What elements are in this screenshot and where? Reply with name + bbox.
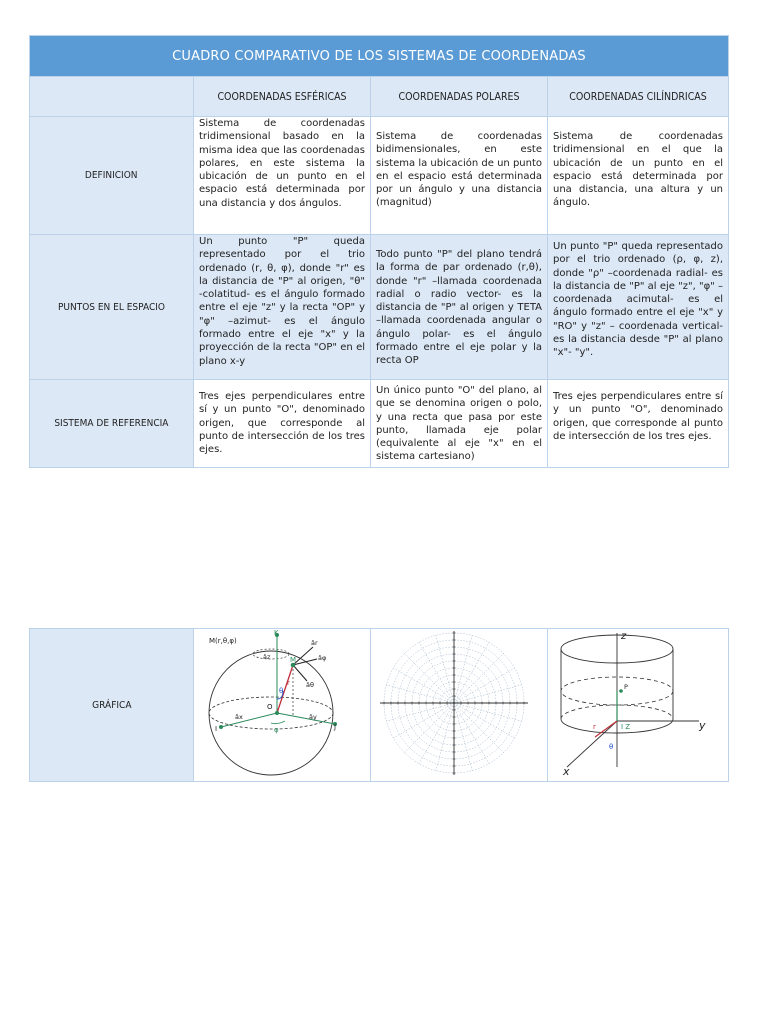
row-label-sistema: SISTEMA DE REFERENCIA (30, 380, 194, 468)
label-aphi: âφ (317, 654, 326, 662)
cell-sistema-polares: Un único punto "O" del plano, al que se denomina origen o polo, y una recta que pasa por este punto, llamada eje polar (equivalente al eje "x" en el sistema cartesiano) (371, 380, 548, 468)
polar-grid-spoke (454, 635, 472, 703)
label-i: I (214, 725, 217, 733)
polar-grid-spoke (419, 642, 454, 703)
spherical-coordinates-diagram (195, 629, 370, 777)
label-point-m: M(r,θ,φ) (208, 637, 237, 645)
label-ax: âx (234, 713, 243, 721)
table-row (30, 117, 729, 235)
label-theta: θ (278, 687, 283, 695)
cell-sistema-esfericas: Tres ejes perpendiculares entre sí y un punto "O", denominado origen, que corresponde al punto de intersección de los tres ejes. (194, 380, 371, 468)
header-esfericas: COORDENADAS ESFÉRICAS (194, 77, 371, 117)
cell-puntos-cilindricas: Un punto "P" queda representado por el trio ordenado (ρ, φ, z), donde "ρ" –coordenada radial- es la distancia de "P" al eje "z", "φ" –coordenada acimutal- es el ángulo formado entre el eje "x" y "RO" y "z" – coordenada vertical- es la distancia desde "P" al plano "x"- "y". (548, 235, 729, 380)
grafica-table (29, 628, 729, 782)
cell-sistema-cilindricas: Tres ejes perpendiculares entre sí y un punto "O", denominado origen, que corresponde al punto de intersección de los tres ejes. (548, 380, 729, 468)
label-x-axis: x (562, 765, 570, 777)
label-k: K (273, 629, 279, 637)
header-polares: COORDENADAS POLARES (371, 77, 548, 117)
label-p: P (623, 683, 628, 691)
cell-definicion-polares: Sistema de coordenadas bidimensionales, en este sistema la ubicación de un punto en el espacio está determinada por un ángulo y una distancia (magnitud) (371, 117, 548, 235)
table-row (30, 629, 729, 782)
polar-grid-spoke (386, 703, 454, 721)
polar-diagram-cell (371, 629, 548, 782)
polar-grid-spoke (454, 642, 489, 703)
label-r-cyl: r (592, 723, 596, 731)
row-label-definicion: DEFINICION (30, 117, 194, 235)
label-phi: φ (273, 726, 279, 734)
label-iz: I Z (620, 723, 630, 731)
spherical-diagram-cell (194, 629, 371, 782)
label-z-axis: z (620, 631, 626, 642)
table-title: CUADRO COMPARATIVO DE LOS SISTEMAS DE COORDENADAS (30, 36, 729, 77)
polar-grid-diagram (372, 629, 547, 777)
row-label-puntos: PUNTOS EN EL ESPACIO (30, 235, 194, 380)
label-j: J (333, 723, 336, 731)
cell-puntos-polares: Todo punto "P" del plano tendrá la forma de par ordenado (r,θ), donde "r" –llamada coordenada radial o radio vector- es la distancia de "P" al origen y TETA –llamada coordenada angular o ángulo polar- es el ángulo formado entre el eje polar y la recta OP (371, 235, 548, 380)
label-theta-cyl: θ (608, 743, 613, 751)
polar-grid-spoke (393, 668, 454, 703)
cylindrical-coordinates-diagram (549, 629, 728, 777)
row-label-grafica: GRÁFICA (30, 629, 194, 782)
label-o: O (266, 703, 273, 711)
header-empty (30, 77, 194, 117)
polar-grid-spoke (386, 685, 454, 703)
comparison-table (29, 35, 729, 468)
label-ar: âr (310, 639, 318, 647)
label-m: M (289, 656, 296, 664)
label-ay: ây (308, 713, 317, 721)
label-y-axis: y (698, 719, 706, 732)
table-row (30, 380, 729, 468)
cell-definicion-esfericas: Sistema de coordenadas tridimensional basado en la misma idea que las coordenadas polares, en este sistema la ubicación de un punto en el espacio está determinada por una distancia y dos ángulos. (194, 117, 371, 235)
header-cilindricas: COORDENADAS CILÍNDRICAS (548, 77, 729, 117)
label-r: r (286, 679, 290, 687)
cell-definicion-cilindricas: Sistema de coordenadas tridimensional en el que la ubicación de un punto en el espacio está determinada por una distancia, una altura y un ángulo. (548, 117, 729, 235)
label-az: âz (262, 653, 270, 661)
cell-puntos-esfericas: Un punto "P" queda representado por el trio ordenado (r, θ, φ), donde "r" es la distancia de "P" al origen, "θ" -colatitud- es el ángulo formado entre el eje "z" y la recta "OP" y "φ" –azimut- es el ángulo formado entre el eje "x" y la proyección de la recta "OP" en el plano x-y (194, 235, 371, 380)
polar-grid-spoke (435, 635, 453, 703)
cylindrical-diagram-cell (548, 629, 729, 782)
label-atheta: âθ (305, 681, 314, 689)
table-row (30, 235, 729, 380)
